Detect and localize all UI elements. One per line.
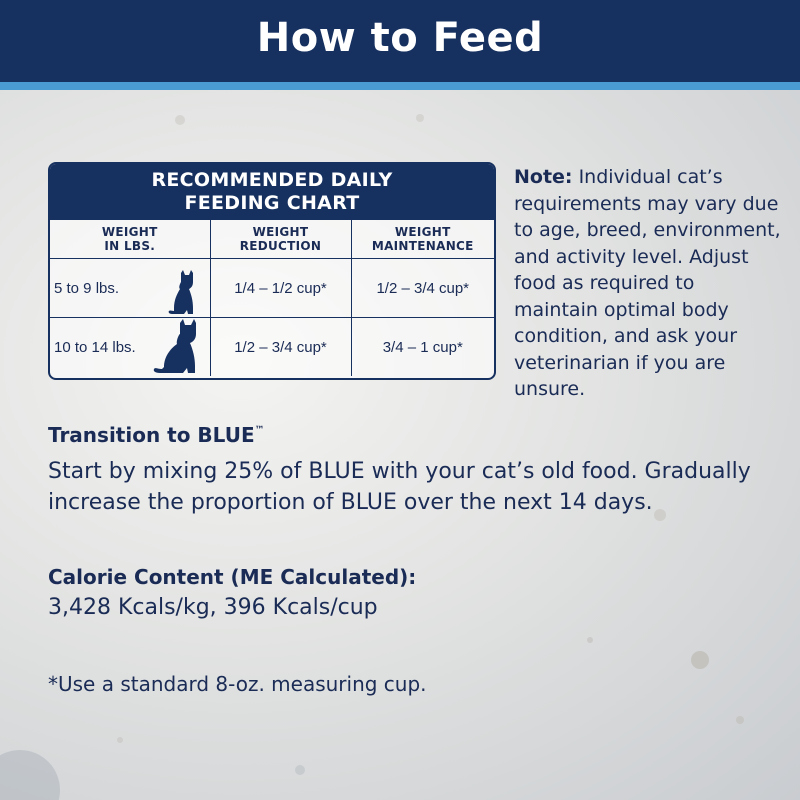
reduction-cell: 1/4 – 1/2 cup*	[210, 259, 351, 318]
reduction-cell: 1/2 – 3/4 cup*	[210, 318, 351, 377]
column-header-maintenance-line2: MAINTENANCE	[371, 239, 474, 253]
transition-text: Start by mixing 25% of BLUE with your cat’s old food. Gradually increase the proportion of BLUE over the next 14 days.	[48, 459, 751, 515]
header-banner	[0, 0, 800, 82]
trademark-symbol: ™	[254, 425, 265, 436]
table-row	[50, 259, 494, 318]
maintenance-cell: 3/4 – 1 cup*	[351, 318, 494, 377]
large-cat-icon	[150, 319, 202, 375]
note-label: Note:	[514, 166, 573, 188]
column-header-reduction-line1: WEIGHT	[252, 225, 309, 239]
feeding-table	[50, 220, 494, 376]
note-text: Individual cat’s requirements may vary due to age, breed, environment, and activity level. Adjust food as required to maintain optimal body condition, and ask your veterinarian if you are unsure.	[514, 166, 781, 400]
feeding-chart	[48, 162, 496, 380]
column-header-reduction	[210, 220, 351, 259]
weight-value: 5 to 9 lbs.	[54, 279, 120, 297]
maintenance-cell: 1/2 – 3/4 cup*	[351, 259, 494, 318]
column-header-weight-line2: IN LBS.	[104, 239, 156, 253]
column-header-maintenance	[351, 220, 494, 259]
transition-title-text: Transition to BLUE	[48, 423, 255, 447]
feeding-chart-title	[50, 164, 494, 220]
weight-cell	[50, 259, 210, 318]
column-header-weight-line1: WEIGHT	[101, 225, 158, 239]
weight-value: 10 to 14 lbs.	[54, 338, 136, 356]
page-title: How to Feed	[256, 15, 544, 61]
calorie-text: 3,428 Kcals/kg, 396 Kcals/cup	[48, 595, 378, 620]
transition-title	[48, 423, 265, 447]
calorie-title: Calorie Content (ME Calculated):	[48, 565, 417, 589]
small-cat-icon	[168, 270, 198, 316]
column-header-maintenance-line1: WEIGHT	[394, 225, 451, 239]
feeding-chart-title-line1: RECOMMENDED DAILY	[151, 169, 393, 191]
column-header-reduction-line2: REDUCTION	[239, 239, 322, 253]
table-row	[50, 318, 494, 377]
column-header-weight	[50, 220, 210, 259]
weight-cell	[50, 318, 210, 377]
header-stripe	[0, 82, 800, 90]
measuring-cup-footnote: *Use a standard 8-oz. measuring cup.	[48, 672, 427, 696]
feeding-note	[514, 164, 784, 403]
table-header-row	[50, 220, 494, 259]
feeding-chart-title-line2: FEEDING CHART	[184, 192, 360, 214]
